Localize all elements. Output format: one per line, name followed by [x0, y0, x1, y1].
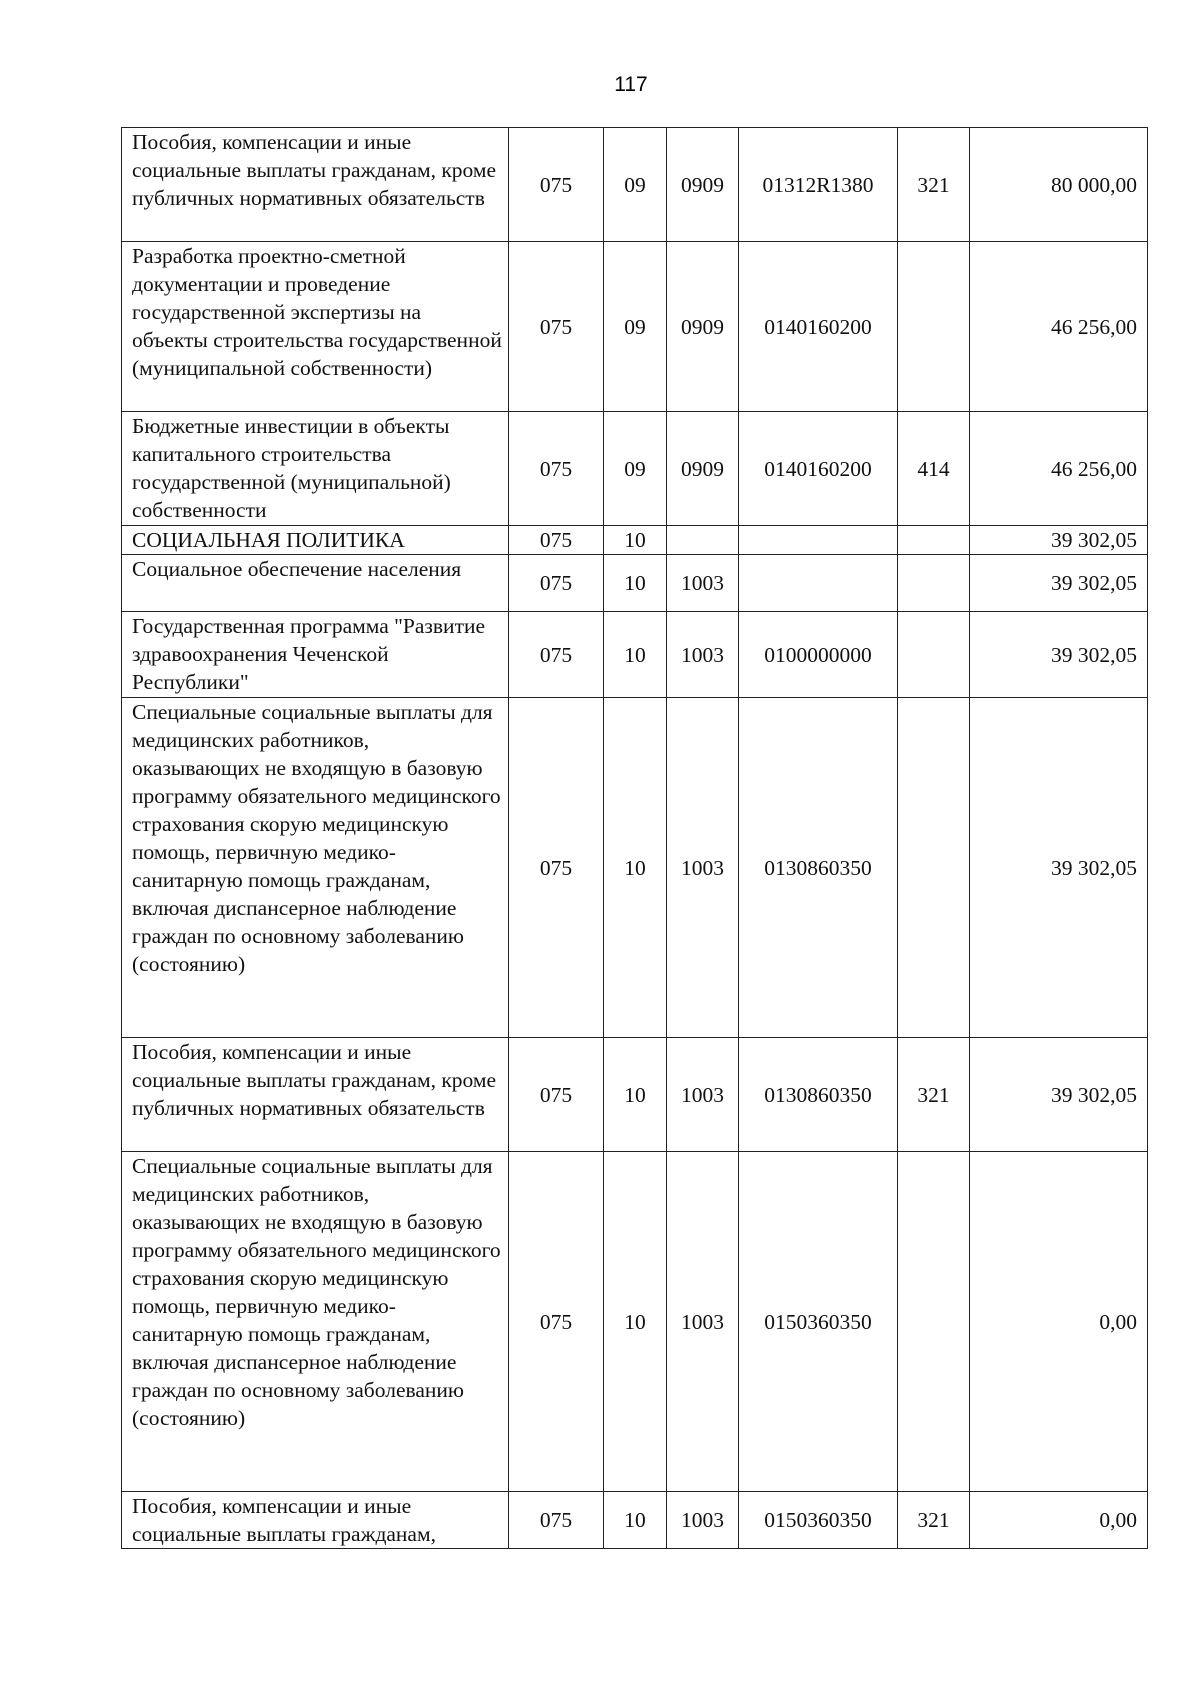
row-section-code: 10: [604, 526, 667, 555]
row-amount: 46 256,00: [970, 412, 1148, 526]
row-expense-type: [898, 1152, 970, 1492]
row-section-code: 10: [604, 612, 667, 698]
budget-table: [121, 127, 1148, 1549]
row-target-article: 0130860350: [739, 698, 898, 1038]
row-subsection-code: 0909: [667, 242, 739, 412]
row-name: Пособия, компенсации и иные социальные выплаты гражданам, кроме публичных нормативных обязательств: [122, 128, 509, 242]
row-section-code: 09: [604, 242, 667, 412]
row-expense-type: 321: [898, 1038, 970, 1152]
table-row: [122, 612, 1148, 698]
row-ministry-code: 075: [509, 526, 604, 555]
row-subsection-code: 0909: [667, 128, 739, 242]
table-row: [122, 1492, 1148, 1549]
row-name: Бюджетные инвестиции в объекты капитального строительства государственной (муниципальной) собственности: [122, 412, 509, 526]
row-subsection-code: 1003: [667, 612, 739, 698]
table-row: [122, 1038, 1148, 1152]
row-target-article: [739, 555, 898, 612]
page-number: 117: [614, 73, 648, 96]
row-ministry-code: 075: [509, 698, 604, 1038]
row-amount: 39 302,05: [970, 612, 1148, 698]
row-name: Специальные социальные выплаты для медицинских работников, оказывающих не входящую в базовую программу обязательного медицинского страхования скорую медицинскую помощь, первичную медико-санитарную помощь гражданам, включая диспансерное наблюдение граждан по основному заболеванию (состоянию): [122, 1152, 509, 1492]
row-expense-type: 414: [898, 412, 970, 526]
row-section-code: 10: [604, 555, 667, 612]
row-amount: 39 302,05: [970, 555, 1148, 612]
row-subsection-code: 1003: [667, 555, 739, 612]
row-target-article: 0150360350: [739, 1152, 898, 1492]
row-amount: 0,00: [970, 1492, 1148, 1549]
table-row: [122, 526, 1148, 555]
row-expense-type: [898, 612, 970, 698]
row-section-code: 09: [604, 128, 667, 242]
row-subsection-code: 1003: [667, 1038, 739, 1152]
row-expense-type: [898, 555, 970, 612]
row-section-code: 10: [604, 1492, 667, 1549]
row-section-code: 10: [604, 1038, 667, 1152]
row-target-article: 0140160200: [739, 242, 898, 412]
row-subsection-code: 1003: [667, 1492, 739, 1549]
row-name: Социальное обеспечение населения: [122, 555, 509, 612]
row-name: СОЦИАЛЬНАЯ ПОЛИТИКА: [122, 526, 509, 555]
row-subsection-code: 1003: [667, 1152, 739, 1492]
row-target-article: 0150360350: [739, 1492, 898, 1549]
row-ministry-code: 075: [509, 555, 604, 612]
table-row: [122, 555, 1148, 612]
row-target-article: 0100000000: [739, 612, 898, 698]
row-section-code: 10: [604, 698, 667, 1038]
row-expense-type: 321: [898, 128, 970, 242]
row-ministry-code: 075: [509, 612, 604, 698]
row-target-article: 0130860350: [739, 1038, 898, 1152]
row-target-article: 01312R1380: [739, 128, 898, 242]
table-row: [122, 242, 1148, 412]
row-ministry-code: 075: [509, 1152, 604, 1492]
row-expense-type: [898, 526, 970, 555]
row-expense-type: [898, 242, 970, 412]
row-section-code: 10: [604, 1152, 667, 1492]
row-ministry-code: 075: [509, 412, 604, 526]
table-row: [122, 698, 1148, 1038]
row-ministry-code: 075: [509, 242, 604, 412]
table-row: [122, 1152, 1148, 1492]
row-amount: 80 000,00: [970, 128, 1148, 242]
row-expense-type: [898, 698, 970, 1038]
row-ministry-code: 075: [509, 1492, 604, 1549]
row-amount: 46 256,00: [970, 242, 1148, 412]
row-ministry-code: 075: [509, 1038, 604, 1152]
row-name: Разработка проектно-сметной документации и проведение государственной экспертизы на объекты строительства государственной (муниципальной собственности): [122, 242, 509, 412]
row-target-article: 0140160200: [739, 412, 898, 526]
row-name: Пособия, компенсации и иные социальные выплаты гражданам, кроме публичных нормативных обязательств: [122, 1038, 509, 1152]
row-ministry-code: 075: [509, 128, 604, 242]
row-name: Специальные социальные выплаты для медицинских работников, оказывающих не входящую в базовую программу обязательного медицинского страхования скорую медицинскую помощь, первичную медико-санитарную помощь гражданам, включая диспансерное наблюдение граждан по основному заболеванию (состоянию): [122, 698, 509, 1038]
row-target-article: [739, 526, 898, 555]
row-amount: 39 302,05: [970, 1038, 1148, 1152]
row-name: Государственная программа "Развитие здравоохранения Чеченской Республики": [122, 612, 509, 698]
table-row: [122, 412, 1148, 526]
budget-table-body: [122, 128, 1148, 1549]
row-subsection-code: 0909: [667, 412, 739, 526]
row-subsection-code: [667, 526, 739, 555]
table-row: [122, 128, 1148, 242]
row-expense-type: 321: [898, 1492, 970, 1549]
row-amount: 39 302,05: [970, 526, 1148, 555]
row-amount: 0,00: [970, 1152, 1148, 1492]
row-section-code: 09: [604, 412, 667, 526]
row-name: Пособия, компенсации и иные социальные выплаты гражданам,: [122, 1492, 509, 1549]
row-subsection-code: 1003: [667, 698, 739, 1038]
row-amount: 39 302,05: [970, 698, 1148, 1038]
